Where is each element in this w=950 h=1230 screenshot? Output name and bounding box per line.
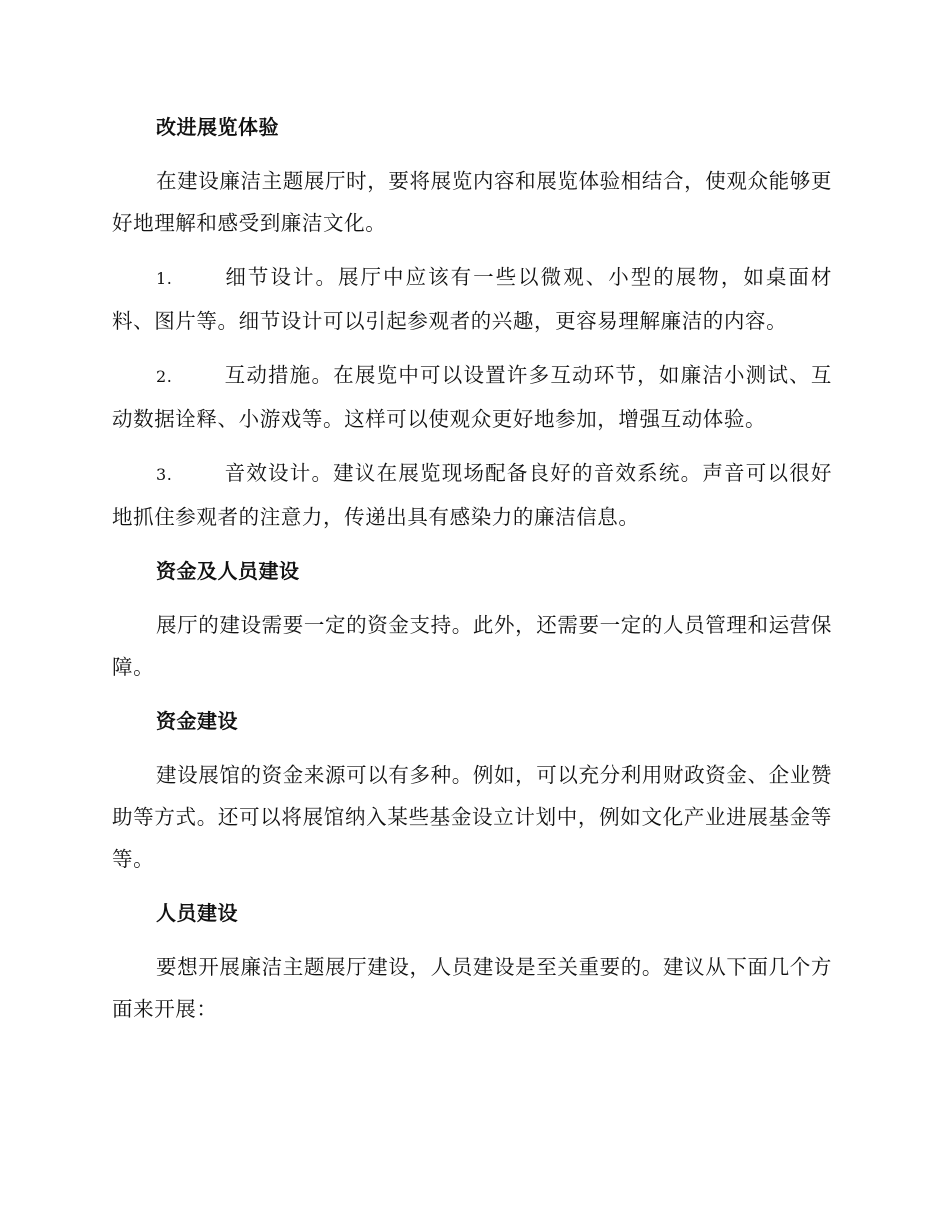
- list-item-text: 音效设计。建议在展览现场配备良好的音效系统。声音可以很好地抓住参观者的注意力，传递出具有感染力的廉洁信息。: [112, 461, 832, 529]
- section-heading-funding: 资金建设: [156, 709, 238, 733]
- section-heading-funding-staffing: 资金及人员建设: [156, 559, 300, 583]
- document-body: [112, 104, 832, 1030]
- section-heading-staffing: 人员建设: [156, 901, 238, 925]
- list-number: 3.: [156, 465, 173, 484]
- paragraph-funding-staffing: 展厅的建设需要一定的资金支持。此外，还需要一定的人员管理和运营保障。: [112, 613, 832, 679]
- list-item-sound-design: [112, 452, 832, 538]
- list-item-interactive-measures: [112, 354, 832, 440]
- list-number: 2.: [156, 367, 173, 386]
- section-heading-exhibition-experience: 改进展览体验: [156, 115, 279, 139]
- paragraph-staffing: 要想开展廉洁主题展厅建设，人员建设是至关重要的。建议从下面几个方面来开展：: [112, 955, 832, 1021]
- list-item-detail-design: [112, 256, 832, 342]
- paragraph-exhibition-intro: 在建设廉洁主题展厅时，要将展览内容和展览体验相结合，使观众能够更好地理解和感受到廉洁文化。: [112, 169, 832, 235]
- list-item-text: 细节设计。展厅中应该有一些以微观、小型的展物，如桌面材料、图片等。细节设计可以引起参观者的兴趣，更容易理解廉洁的内容。: [112, 265, 832, 333]
- list-number: 1.: [156, 269, 173, 288]
- list-item-text: 互动措施。在展览中可以设置许多互动环节，如廉洁小测试、互动数据诠释、小游戏等。这样可以使观众更好地参加，增强互动体验。: [112, 363, 832, 431]
- paragraph-funding: 建设展馆的资金来源可以有多种。例如，可以充分利用财政资金、企业赞助等方式。还可以将展馆纳入某些基金设立计划中，例如文化产业进展基金等等。: [112, 763, 832, 871]
